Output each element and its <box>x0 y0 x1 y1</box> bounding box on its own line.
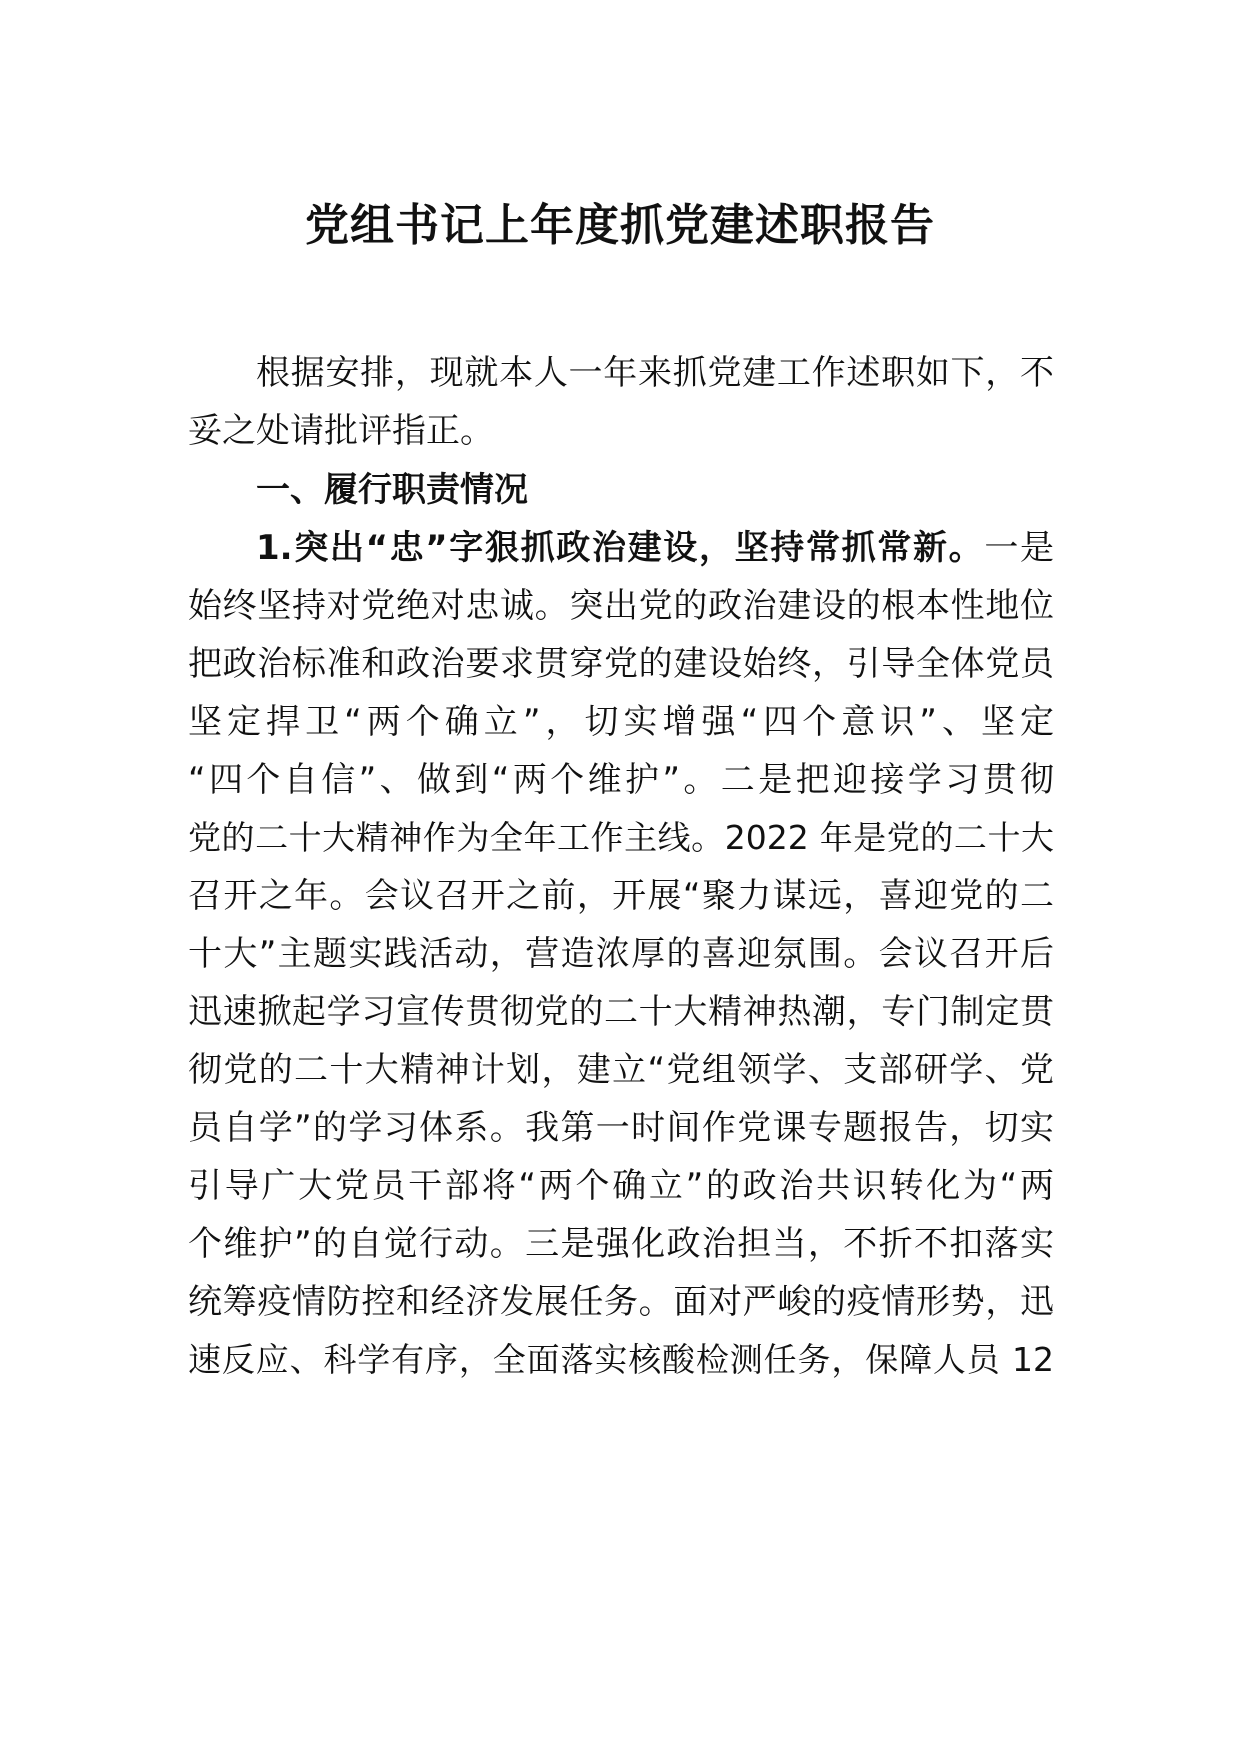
item1-line: 把政治标准和政治要求贯穿党的建设始终，引导全体党员 <box>188 644 1054 684</box>
item1-line: 个维护”的自觉行动。三是强化政治担当，不折不扣落实 <box>188 1224 1054 1264</box>
item1-line: “四个自信”、做到“两个维护”。二是把迎接学习贯彻 <box>188 760 1054 800</box>
item1-line: 员自学”的学习体系。我第一时间作党课专题报告，切实 <box>188 1108 1054 1148</box>
item1-first-line <box>188 523 1054 573</box>
item1-line: 党的二十大精神作为全年工作主线。2022 年是党的二十大 <box>188 818 1054 857</box>
item1-line: 坚定捍卫“两个确立”，切实增强“四个意识”、坚定 <box>188 702 1054 742</box>
item1-first-line-rest: 一是 <box>984 528 1054 568</box>
item1-line: 彻党的二十大精神计划，建立“党组领学、支部研学、党 <box>188 1050 1054 1090</box>
intro-line-1: 根据安排，现就本人一年来抓党建工作述职如下，不 <box>256 353 1054 393</box>
item1-line: 引导广大党员干部将“两个确立”的政治共识转化为“两 <box>188 1166 1054 1206</box>
section-heading: 一、履行职责情况 <box>256 470 528 510</box>
item1-bold-lead: 1.突出“忠”字狠抓政治建设，坚持常抓常新。 <box>256 528 985 568</box>
item1-line: 始终坚持对党绝对忠诚。突出党的政治建设的根本性地位 <box>188 586 1054 626</box>
item1-line: 十大”主题实践活动，营造浓厚的喜迎氛围。会议召开后 <box>188 934 1054 974</box>
intro-line-2: 妥之处请批评指正。 <box>188 411 494 451</box>
item1-line: 速反应、科学有序，全面落实核酸检测任务，保障人员 12 <box>188 1340 1054 1379</box>
item1-line: 召开之年。会议召开之前，开展“聚力谋远，喜迎党的二 <box>188 876 1054 916</box>
item1-line: 统筹疫情防控和经济发展任务。面对严峻的疫情形势，迅 <box>188 1282 1054 1322</box>
document-title: 党组书记上年度抓党建述职报告 <box>305 200 935 251</box>
item1-line: 迅速掀起学习宣传贯彻党的二十大精神热潮，专门制定贯 <box>188 992 1054 1032</box>
